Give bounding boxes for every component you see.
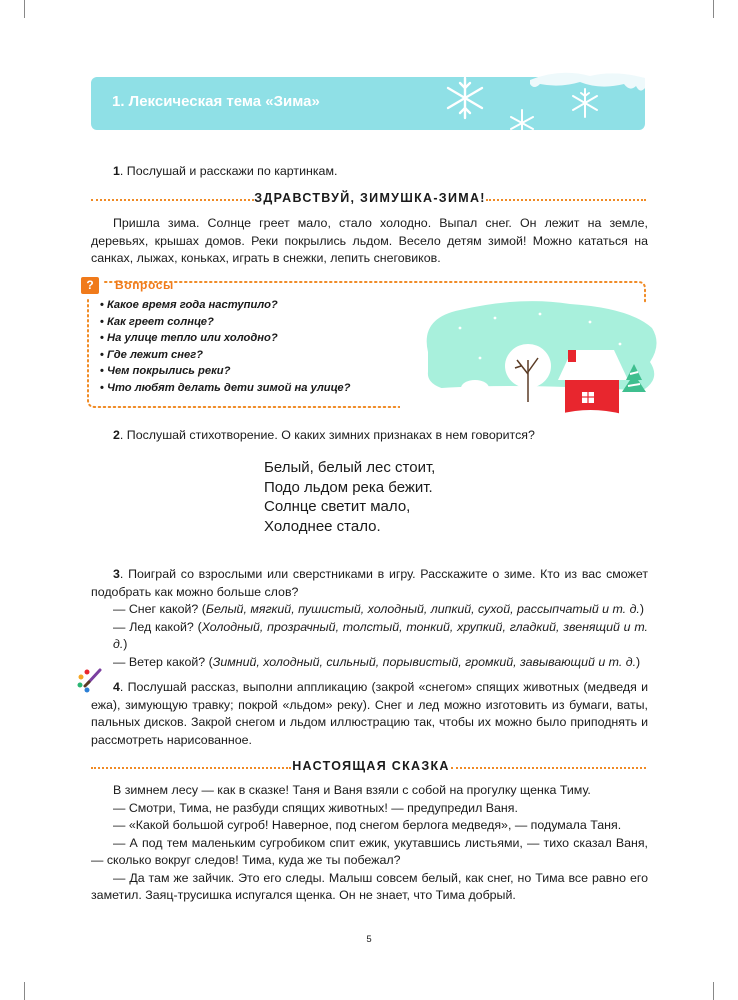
list-item: • Как греет солнце? bbox=[100, 314, 350, 331]
snowflake-icon bbox=[568, 86, 602, 120]
snowflake-icon bbox=[440, 73, 490, 123]
list-item: • На улице тепло или холодно? bbox=[100, 330, 350, 347]
poem-line: Белый, белый лес стоит, bbox=[264, 459, 436, 476]
poem-line: Солнце светит мало, bbox=[264, 498, 411, 515]
list-item: • Какое время года наступило? bbox=[100, 297, 350, 314]
story-2-paragraph: В зимнем лесу — как в сказке! Таня и Ваня взяли с собой на прогулку щенка Тиму. bbox=[113, 783, 591, 797]
page-number: 5 bbox=[366, 934, 372, 945]
question-icon: ? bbox=[81, 277, 99, 294]
snowflake-icon bbox=[505, 108, 539, 138]
dotted-rule bbox=[451, 767, 646, 769]
story-2-paragraph: — А под тем маленьким сугробиком спит ежик, укутавшись листьями, — тихо сказал Ваня, — сколько вокруг следов! Тима, куда же ты побежал? bbox=[91, 835, 648, 867]
list-item: • Чем покрылись реки? bbox=[100, 363, 350, 380]
story-1-title: ЗДРАВСТВУЙ, ЗИМУШКА-ЗИМА! bbox=[254, 191, 486, 205]
task-3-line-ice: — Лед какой? (Холодный, прозрачный, толстый, тонкий, хрупкий, гладкий, звенящий и т. д.) bbox=[113, 619, 648, 651]
dotted-rule bbox=[486, 199, 646, 201]
poem-line: Холоднее стало. bbox=[264, 517, 381, 535]
task-2: 2. Послушай стихотворение. О каких зимних признаках в нем говорится? bbox=[113, 428, 535, 442]
dotted-rule bbox=[91, 767, 291, 769]
questions-heading: Вопросы bbox=[115, 278, 174, 292]
winter-house-illustration bbox=[400, 288, 662, 418]
task-3: 3. Поиграй со взрослыми или сверстниками в игру. Расскажите о зиме. Кто из вас сможет подобрать как можно больше слов? — Снег какой? (Белый, мягкий, пушистый, холодный, липкий, сухой, рассыпчатый и т. д.) — Лед какой? (Холодный, прозрачный, толстый, тонкий, хрупкий, гладкий, звенящий и т. д.) — Ветер какой? (Зимний, холодный, сильный, порывистый, громкий, завывающий и т. д.) bbox=[91, 566, 648, 671]
task-1: 1. Послушай и расскажи по картинкам. bbox=[113, 164, 338, 178]
poem bbox=[264, 458, 435, 536]
dotted-rule bbox=[91, 199, 254, 201]
story-1-text: Пришла зима. Солнце греет мало, стало холодно. Выпал снег. Он лежит на земле, деревьях, крышах домов. Реки покрылись льдом. Весело детям зимой! Можно кататься на санках, лыжах, коньках, играть в снежки, лепить снеговиков. bbox=[91, 216, 648, 265]
story-2-paragraph: — Смотри, Тима, не разбуди спящих животных! — предупредил Ваня. bbox=[113, 800, 518, 815]
list-item: • Что любят делать дети зимой на улице? bbox=[100, 380, 350, 397]
story-2-paragraph: — «Какой большой сугроб! Наверное, под снегом берлога медведя», — подумала Таня. bbox=[113, 818, 622, 832]
story-2-text bbox=[91, 782, 648, 905]
story-2-title: НАСТОЯЩАЯ СКАЗКА bbox=[292, 759, 450, 773]
list-item: • Где лежит снег? bbox=[100, 347, 350, 364]
task-3-line-snow: — Снег какой? (Белый, мягкий, пушистый, холодный, липкий, сухой, рассыпчатый и т. д.) bbox=[113, 602, 644, 616]
story-2-paragraph: — Да там же зайчик. Это его следы. Малыш совсем белый, как снег, но Тима все равно его заметил. Заяц-трусишка испугался щенка. Он не знает, что Тима добрый. bbox=[91, 870, 648, 902]
poem-line: Подо льдом река бежит. bbox=[264, 478, 433, 496]
task-3-line-wind: — Ветер какой? (Зимний, холодный, сильный, порывистый, громкий, завывающий и т. д.) bbox=[113, 654, 641, 669]
task-4: 4. Послушай рассказ, выполни аппликацию (закрой «снегом» спящих животных (медведя и ежа), зимующую травку; покрой «льдом» реку). Снег и лед можно изготовить из бумаги, ваты, пальных дисков. Закрой снегом и льдом иллюстрацию так, чтобы их можно было приподнять и рассмотреть нарисованное. bbox=[91, 680, 648, 747]
chapter-title: 1. Лексическая тема «Зима» bbox=[112, 93, 320, 110]
questions-list bbox=[100, 297, 350, 397]
